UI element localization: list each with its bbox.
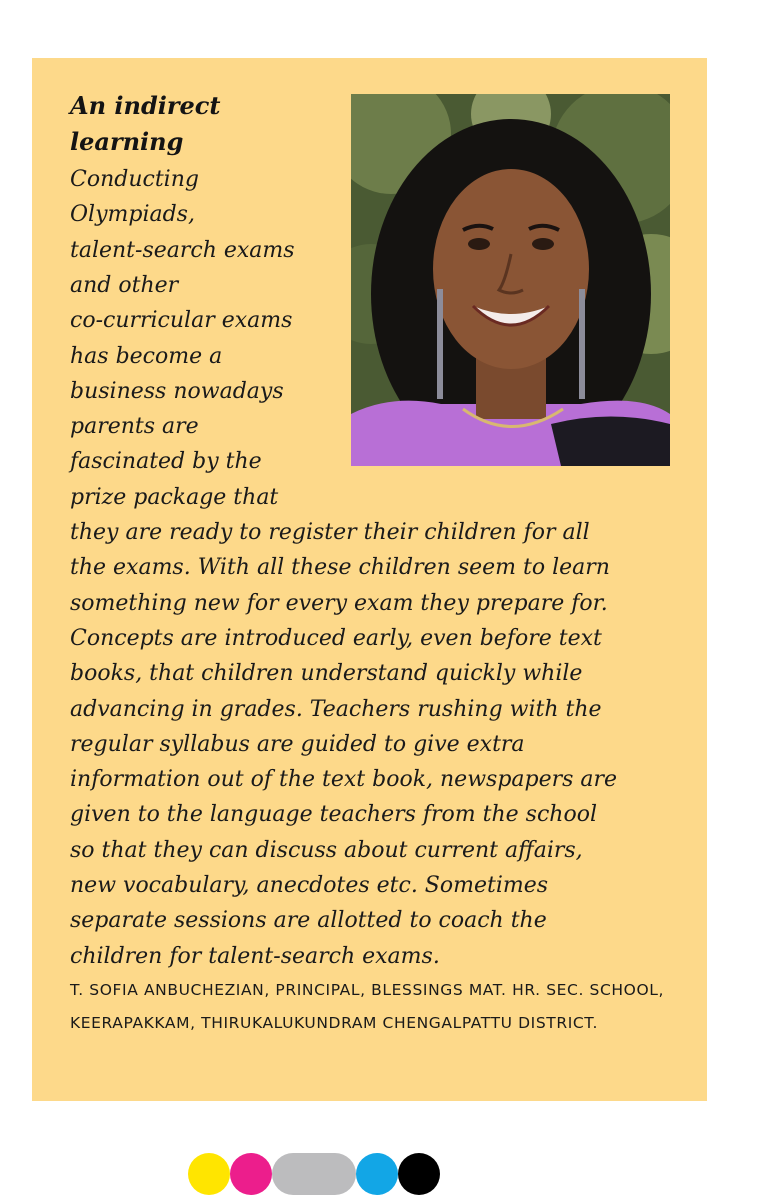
- cyan-registration-dot: [356, 1153, 398, 1195]
- print-color-bar: [188, 1153, 440, 1195]
- article-body-line: parents are: [70, 414, 199, 440]
- article-body-line: the exams. With all these children seem to learn: [70, 555, 610, 581]
- article-body-line: separate sessions are allotted to coach the: [70, 908, 547, 934]
- yellow-registration-dot: [188, 1153, 230, 1195]
- article-body-line: has become a: [70, 343, 223, 369]
- article-body-line: information out of the text book, newspapers are: [70, 767, 618, 793]
- article-body-line: something new for every exam they prepare for.: [70, 590, 608, 616]
- article-body-line: Olympiads,: [70, 202, 195, 228]
- gray-registration-dot: [272, 1153, 356, 1195]
- author-credit: T. SOFIA ANBUCHEZIAN, PRINCIPAL, BLESSINGS MAT. HR. SEC. SCHOOL, KEERAPAKKAM, THIRUKALUKUNDRAM CHENGALPATTU DISTRICT.: [70, 981, 665, 1032]
- article-body-line: Conducting: [70, 167, 199, 192]
- article-heading: An indirect learning: [70, 91, 221, 156]
- article-panel: [32, 58, 707, 1101]
- article-body-line: talent-search exams: [70, 237, 295, 263]
- article-body-line: given to the language teachers from the school: [70, 802, 597, 828]
- article-body-line: business nowadays: [70, 378, 284, 404]
- article-body-line: books, that children understand quickly while: [70, 661, 583, 687]
- article-body-line: and other: [70, 272, 179, 298]
- article-body-line: Concepts are introduced early, even before text: [70, 625, 602, 651]
- article-body-line: fascinated by the: [70, 449, 262, 475]
- article-body-line: prize package that: [70, 484, 279, 510]
- article-body-line: children for talent-search exams.: [70, 943, 440, 969]
- article-body-line: so that they can discuss about current affairs,: [70, 837, 583, 863]
- article-body-line: co-curricular exams: [70, 308, 293, 334]
- article-body-line: they are ready to register their children for all: [70, 520, 590, 545]
- article-body-line: new vocabulary, anecdotes etc. Sometimes: [70, 873, 549, 898]
- article-body-line: regular syllabus are guided to give extra: [70, 731, 525, 757]
- portrait-photo: [351, 94, 670, 466]
- article-body-line: advancing in grades. Teachers rushing with the: [70, 696, 602, 722]
- magenta-registration-dot: [230, 1153, 272, 1195]
- black-registration-dot: [398, 1153, 440, 1195]
